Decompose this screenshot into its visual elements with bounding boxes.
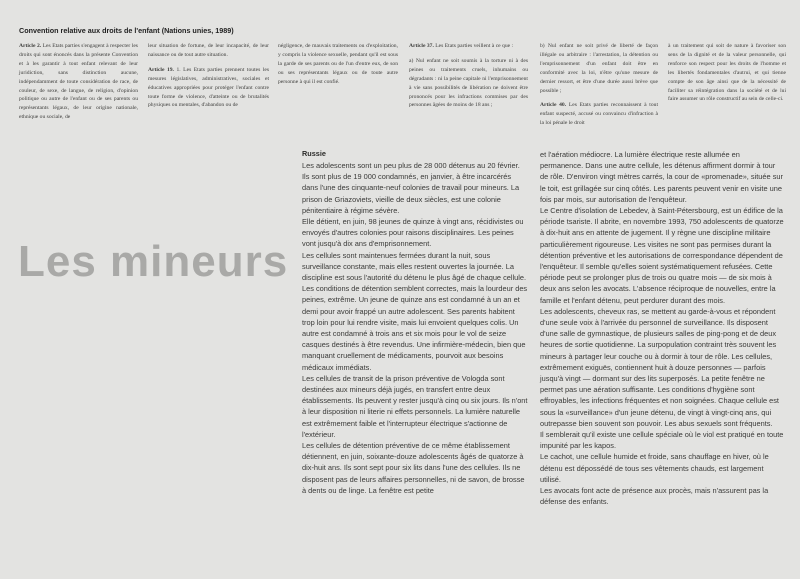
article-37-item-a: a) Nul enfant ne soit soumis à la torture ni à des peines ou traitements cruels, inhumains ou dégradants : ni la peine capitale ni l'emprisonnement à vie sans possibilités de libération ne doivent être prononcés pour les infractions commises par des personnes âgées de moins de 18 ans ; [409,57,528,109]
convention-column-6 [668,42,786,110]
russia-paragraph: Le cachot, une cellule humide et froide, sans chauffage en hiver, où le détenu est dépossédé de tous ses vêtements chauds, est largement utilisé. [540,452,769,484]
russia-paragraph: Les adolescents, cheveux ras, se mettent au garde-à-vous et répondent d'une seule voix à l'arrivée du personnel de surveillance. Ils disposent d'une salle de gymnastique, de plusieurs salles de ping-pong et de deux heures de sortie quotidienne. La surpopulation contraint très souvent les mineurs à partager leur couche ou à dormir à tour de rôle. Les cellules, extrêmement exiguës, contiennent huit à douze personnes — parfois jusqu'à vingt — dormant sur des lits superposés. La petite fenêtre ne permet pas une aération suffisante. Les conditions d'hygiène sont effroyables, les infections fréquentes et non soignées. Chaque cellule est sous la «surveillance» d'un jeune détenu, de vingt à vingt-cinq ans, qui outrepasse bien souvent son pouvoir. Les abus sexuels sont fréquents. [540,306,779,428]
russia-paragraph: Les cellules de transit de la prison préventive de Vologda sont destinées aux mineurs déjà jugés, en transfert entre deux établissements. Ils peuvent y rester jusqu'à cinq ou six jours. Ils n'ont à leur disposition ni literie ni effets personnels. La lumière naturelle est extrêmement faible et l'interrupteur électrique s'actionne de l'extérieur. [302,373,528,439]
column-2-continuation: leur situation de fortune, de leur incapacité, de leur naissance ou de tout autre situation. [148,43,269,58]
russia-paragraph: Les avocats font acte de présence aux procès, mais n'assurent pas la défense des enfants. [540,486,769,507]
convention-column-1 [19,42,138,128]
convention-title: Convention relative aux droits de l'enfant (Nations unies, 1989) [19,26,234,35]
russia-paragraph: et l'aération médiocre. La lumière électrique reste allumée en permanence. Dans une autre cellule, les détenus affirment dormir à tour de rôle. D'environ vingt mètres carrés, la cour de «promenade», située sur le toit, est grillagée sur cinq côtés. Les parents peuvent venir en visite une fois par mois, sur autorisation de l'enquêteur. [540,150,783,204]
article-2-label: Article 2. [19,43,42,49]
article-40-label: Article 40. [540,102,567,109]
article-19-paragraph [148,66,269,111]
article-19-text: 1. Les Etats parties prennent toutes les mesures législatives, administratives, sociales et éducatives appropriées pour protéger l'enfant contre toute forme de violence, d'atteinte ou de brutalités physiques ou mentales, d'abandon ou de [148,66,269,109]
russia-heading: Russie [302,149,326,158]
russia-paragraph: Les cellules de détention préventive de ce même établissement détiennent, en juin, soixante-douze adolescents âgés de quatorze à dix-huit ans. Ils sont sept pour six lits dans l'une des cellules. Ils ne disposent pas de leurs affaires personnelles, ni de savon, de brosse à dents ou de linge. La fenêtre est petite [302,441,525,495]
russia-column-right [540,149,784,508]
russia-paragraph: Le Centre d'isolation de Lebedev, à Saint-Pétersbourg, est un édifice de la période tsariste. Il abrite, en novembre 1993, 750 adolescents de quatorze à dix-huit ans en attente de jugement. Il y règne une discipline militaire particulièrement rigoureuse. Les visites ne sont pas permises durant la détention préventive et les autorisations de correspondance dépendent de l'enquêteur. Il semble qu'elles soient systématiquement refusées. Cette période peut se prolonger plus de trois ou quatre mois — de six mois à deux ans selon les avocats. L'absence réciproque de nouvelles, entre la famille et l'enfant détenu, peut perdurer durant des mois. [540,206,784,305]
article-40-text: Les Etats parties reconnaissent à tout enfant suspecté, accusé ou convaincu d'infraction à la loi pénale le droit [540,102,659,127]
russia-paragraph: Les cellules sont maintenues fermées durant la nuit, sous surveillance constante, mais elles restent ouvertes la journée. La discipline est sous l'autorité du détenu le plus âgé de chaque cellule. [302,250,527,283]
page-title: Les mineurs [18,237,289,286]
article-37-text: Les Etats parties veillent à ce que : [435,43,514,49]
convention-column-5 [540,42,658,134]
russia-paragraph: Il semblerait qu'il existe une cellule spéciale où le viol est pratiqué en toute impunité par les kapos. [540,430,784,451]
convention-column-4 [409,42,528,116]
column-3-continuation: négligence, de mauvais traitements ou d'exploitation, y compris la violence sexuelle, pendant qu'il est sous la garde de ses parents ou de l'un d'entre eux, de son ou ses représentants légaux ou de toute autre personne à qui il est confié. [278,43,398,85]
convention-column-2 [148,42,269,116]
russia-paragraph: Les conditions de détention semblent correctes, mais la lourdeur des peines, extrême. Un jeune de quinze ans est condamné à un an et demi pour avoir frappé un autre adolescent. Ses parents habitent trop loin pour lui rendre visite, mais lui envoient quelques colis. Un autre est condamné à trois ans et six mois pour le vol de seize casques destinés à être revendus. Une infirmière-médecin, bien que manquant cruellement de médicaments, pourvoit aux besoins médicaux immédiats. [302,284,528,372]
russia-paragraph: Elle détient, en juin, 98 jeunes de quinze à vingt ans, récidivistes ou envoyés d'autres colonies pour raisons disciplinaires. Les peines vont jusqu'à dix ans d'emprisonnement. [302,217,524,249]
article-40-paragraph [540,101,658,128]
article-2-text: Les Etats parties s'engagent à respecter les droits qui sont énoncés dans la présente Convention et à les garantir à tout enfant relevant de leur juridiction, sans distinction aucune, indépendamment de toute considération de race, de couleur, de sexe, de langue, de religion, d'opinion politique ou autre de l'enfant ou de ses parents ou représentants légaux, de leur origine nationale, ethnique ou sociale, de [19,43,138,121]
article-37-label: Article 37. [409,43,434,49]
article-37-item-b: b) Nul enfant ne soit privé de liberté de façon illégale ou arbitraire : l'arrestation, la détention ou l'emprisonnement d'un enfant doit être en conformité avec la loi, n'être qu'une mesure de dernier ressort, et être d'une durée aussi brève que possible ; [540,43,658,94]
article-2-paragraph [19,42,138,122]
column-6-continuation: à un traitement qui soit de nature à favoriser son sens de la dignité et de la valeur personnelle, qui renforce son respect pour les droits de l'homme et les libertés fondamentales d'autrui, et qui tienne compte de son âge ainsi que de la nécessité de faciliter sa réintégration dans la société et de lui faire assumer un rôle constructif au sein de celle-ci. [668,43,786,103]
russia-paragraph: Les adolescents sont un peu plus de 28 000 détenus au 20 février. Ils sont plus de 19 000 condamnés, en janvier, à être incarcérés dans l'une des cinquante-neuf colonies de travail pour mineurs. La prison de Griazoviets, vieille de deux siècles, est une colonie pénitentiaire à régime sévère. [302,161,520,215]
russia-column-left [302,160,528,496]
article-37-paragraph [409,42,528,51]
article-19-label: Article 19. [148,66,174,73]
convention-column-3 [278,42,398,93]
